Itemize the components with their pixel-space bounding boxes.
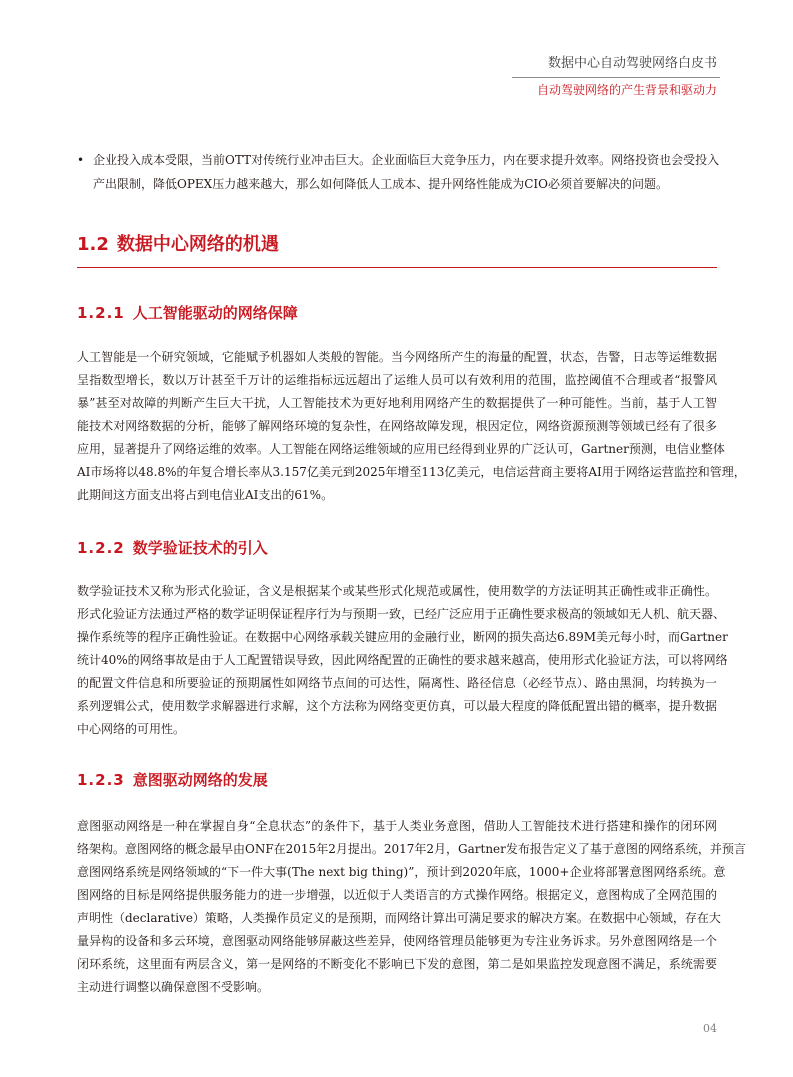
subsection-title: 数学验证技术的引入 (132, 539, 268, 557)
paragraph-line: 量异构的设备和多云环境，意图驱动网络能够屏蔽这些差异，使网络管理员能够更为专注业务诉求。另外意图网络是一个 (77, 934, 717, 948)
paragraph-line: 闭环系统，这里面有两层含义，第一是网络的不断变化不影响已下发的意图，第二是如果监控发现意图不满足，系统需要 (77, 957, 717, 971)
paragraph-line: 此期间这方面支出将占到电信业AI支出的61%。 (77, 488, 334, 502)
paragraph-line: 的配置文件信息和所要验证的预期属性如网络节点间的可达性，隔离性、路径信息（必经节点）、路由黑洞，均转换为一 (77, 676, 717, 690)
subsection-number: 1.2.2 (77, 539, 125, 557)
paragraph-line: 统计40%的网络事故是由于人工配置错误导致，因此网络配置的正确性的要求越来越高，使用形式化验证方法，可以将网络 (77, 653, 728, 667)
paragraph-1-2-1 (77, 346, 746, 507)
paragraph-line: 人工智能是一个研究领域，它能赋予机器如人类般的智能。当今网络所产生的海量的配置，状态，告警，日志等运维数据 (77, 350, 717, 364)
subsection-heading-1-2-2 (77, 538, 268, 558)
subsection-heading-1-2-1 (77, 303, 298, 323)
chapter-title: 自动驾驶网络的产生背景和驱动力 (536, 83, 717, 97)
section-heading (77, 234, 279, 256)
section-number: 1.2 (77, 234, 109, 255)
paragraph-line: 主动进行调整以确保意图不受影响。 (77, 980, 270, 994)
subsection-title: 人工智能驱动的网络保障 (132, 304, 298, 322)
section-divider (77, 267, 717, 268)
paragraph-line: 呈指数型增长，数以万计甚至千万计的运维指标远远超出了运维人员可以有效利用的范围，监控阈值不合理或者“报警风 (77, 373, 717, 387)
section-title: 数据中心网络的机遇 (116, 234, 279, 255)
bullet-text (93, 148, 720, 196)
paragraph-line: 形式化验证方法通过严格的数学证明保证程序行为与预期一致，已经广泛应用于正确性要求极高的领域如无人机、航天器、 (77, 607, 726, 621)
paragraph-line: 能技术对网络数据的分析，能够了解网络环境的复杂性，在网络故障发现，根因定位，网络资源预测等领域已经有了很多 (77, 419, 717, 433)
paragraph-line: 图网络的目标是网络提供服务能力的进一步增强，以近似于人类语言的方式操作网络。根据定义，意图构成了全网范围的 (77, 888, 717, 902)
paragraph-line: 声明性（declarative）策略，人类操作员定义的是预期，而网络计算出可满足要求的解决方案。在数据中心领域，存在大 (77, 911, 721, 925)
intro-bullet-item (77, 148, 720, 196)
paragraph-line: 应用，显著提升了网络运维的效率。人工智能在网络运维领域的应用已经得到业界的广泛认可，Gartner预测，电信业整体 (77, 442, 725, 456)
paragraph-line: 数学验证技术又称为形式化验证，含义是根据某个或某些形式化规范或属性，使用数学的方法证明其正确性或非正确性。 (77, 584, 717, 598)
subsection-heading-1-2-3 (77, 770, 268, 790)
paragraph-line: 操作系统等的程序正确性验证。在数据中心网络承载关键应用的金融行业，断网的损失高达6.89M美元每小时，而Gartner (77, 630, 728, 644)
paragraph-line: 中心网络的可用性。 (77, 722, 186, 736)
subsection-title: 意图驱动网络的发展 (132, 771, 268, 789)
paragraph-line: 暴”甚至对故障的判断产生巨大干扰，人工智能技术为更好地利用网络产生的数据提供了一种可能性。当前，基于人工智 (77, 396, 717, 410)
bullet-marker-icon: • (77, 153, 85, 167)
paragraph-line: 意图驱动网络是一种在掌握自身“全息状态”的条件下，基于人类业务意图，借助人工智能技术进行搭建和操作的闭环网 (77, 819, 717, 833)
paragraph-line: 意图网络系统是网络领域的“下一件大事(The next big thing)”，预计到2020年底，1000+企业将部署意图网络系统。意 (77, 865, 726, 879)
document-title: 数据中心自动驾驶网络白皮书 (547, 56, 717, 71)
paragraph-line: 系列逻辑公式，使用数学求解器进行求解，这个方法称为网络变更仿真，可以最大程度的降低配置出错的概率，提升数据 (77, 699, 717, 713)
bullet-line: 企业投入成本受限，当前OTT对传统行业冲击巨大。企业面临巨大竞争压力，内在要求提升效率。网络投资也会受投入 (93, 153, 720, 167)
subsection-number: 1.2.3 (77, 771, 125, 789)
paragraph-1-2-2 (77, 580, 728, 741)
paragraph-1-2-3 (77, 815, 746, 999)
paragraph-line: 络架构。意图网络的概念最早由ONF在2015年2月提出。2017年2月，Gartner发布报告定义了基于意图的网络系统，并预言 (77, 842, 746, 856)
subsection-number: 1.2.1 (77, 304, 125, 322)
header-divider (512, 77, 720, 78)
bullet-line: 产出限制，降低OPEX压力越来越大，那么如何降低人工成本、提升网络性能成为CIO必须首要解决的问题。 (93, 177, 668, 191)
paragraph-line: AI市场将以48.8%的年复合增长率从3.157亿美元到2025年增至113亿美元，电信运营商主要将AI用于网络运营监控和管理， (77, 465, 746, 479)
page-number: 04 (703, 1022, 717, 1035)
